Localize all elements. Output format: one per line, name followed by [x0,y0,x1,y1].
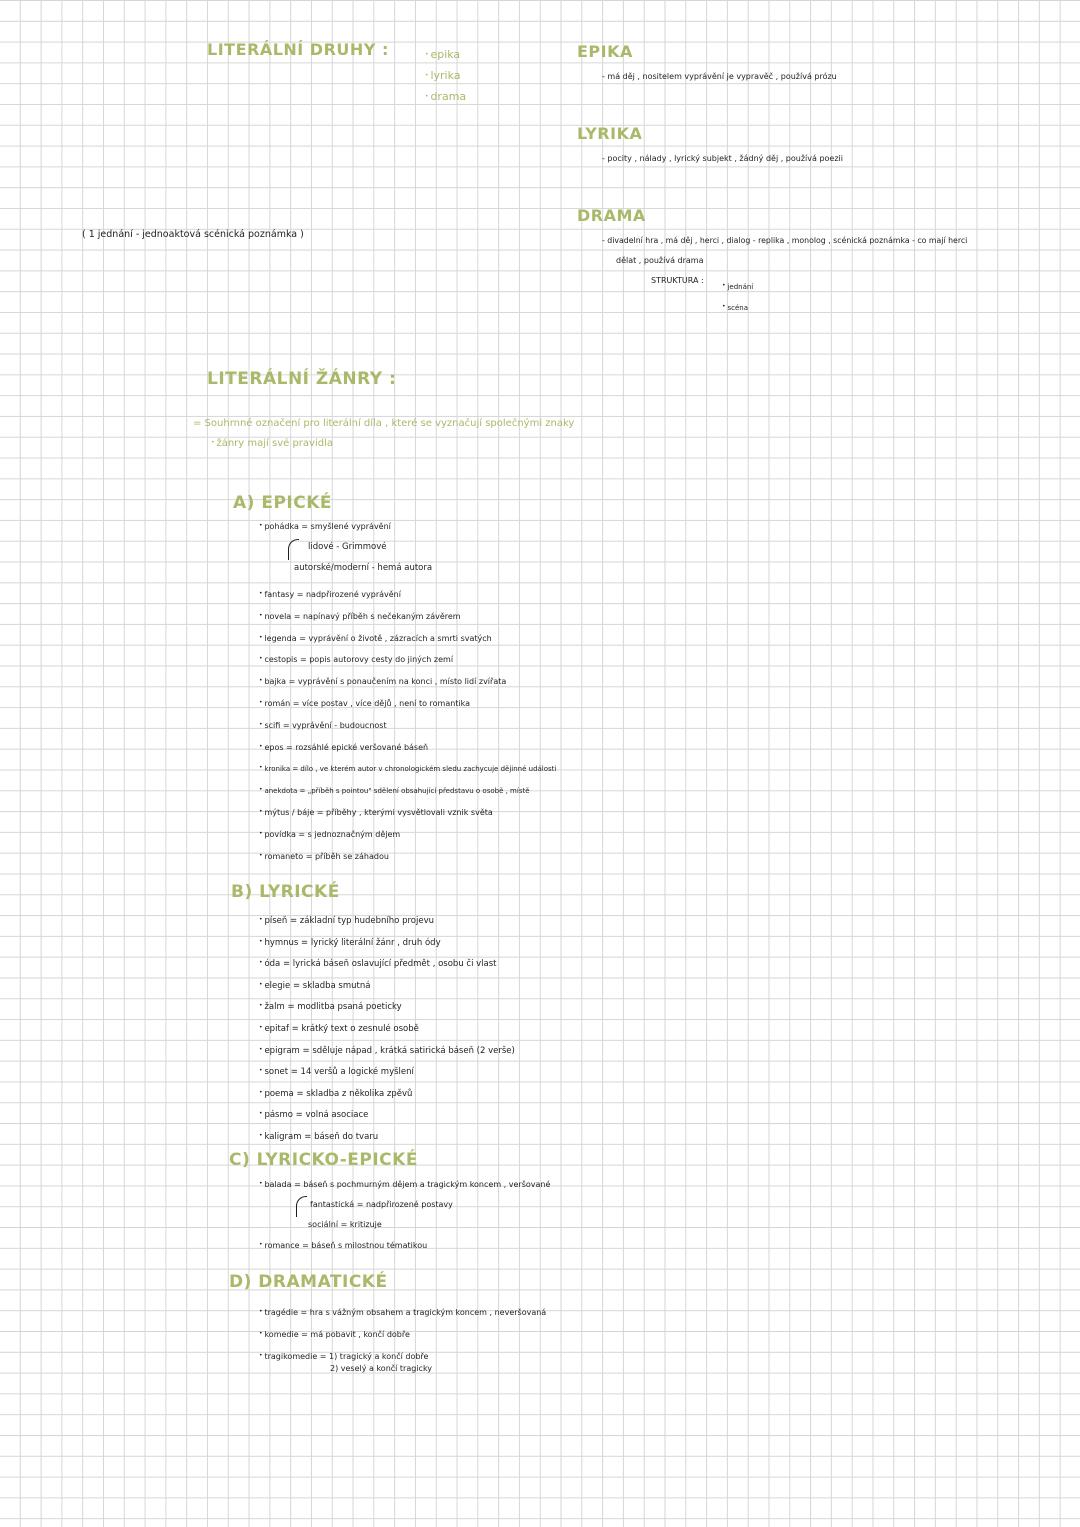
epicke-item: • scifi = vyprávění - budoucnost [259,715,556,737]
pohadka-bracket [288,539,299,560]
epicke-item: • povídka = s jednoznačným dějem [259,824,556,846]
epicke-item: • legenda = vyprávění o životě , zázracích a smrti svatých [259,628,556,650]
epicke-item: • novela = napínavý příběh s nečekaným závěrem [259,606,556,628]
dramaticke-list [259,1302,546,1367]
lyrika-text: - pocity , nálady , lyrický subjekt , žádný děj , používá poezii [602,154,843,163]
lyricke-item: • píseň = základní typ hudebního projevu [259,910,515,932]
lyricke-item: • poema = skladba z několika zpěvů [259,1083,515,1105]
zanry-rule: • žánry mají své pravidla [211,438,333,449]
lyricke-item: • sonet = 14 veršů a logické myšlení [259,1061,515,1083]
epicke-item: • anekdota = „příběh s pointou" sdělení obsahující představu o osobě , místě [259,780,556,802]
lyricke-item: • elegie = skladba smutná [259,975,515,997]
lyricke-item: • žalm = modlitba psaná poeticky [259,996,515,1018]
struktura-label: STRUKTURA : [651,276,704,285]
epika-title: EPIKA [577,42,633,61]
druhy-list [425,44,466,107]
lyrickoepicke-title: C) LYRICKO-EPICKÉ [229,1150,418,1170]
jednani-note: ( 1 jednání - jednoaktová scénická poznámka ) [82,229,304,240]
druhy-item: • lyrika [425,65,466,86]
struktura-list [722,276,753,318]
balada-item: • balada = báseň s pochmurným dějem a tragickým koncem , veršované [259,1180,550,1189]
epicke-item: • fantasy = nadpřirozené vyprávění [259,584,556,606]
pohadka-item: • pohádka = smyšlené vyprávění [259,522,391,531]
drama-line1: - divadelní hra , má děj , herci , dialog - replika , monolog , scénická poznámka - co mají herci [602,236,968,245]
epicke-item: • romaneto = příběh se záhadou [259,846,556,868]
epicke-item: • román = více postav , více dějů , není to romantika [259,693,556,715]
druhy-item: • epika [425,44,466,65]
drama-line2: dělat , používá drama [616,256,704,265]
druhy-item: • drama [425,86,466,107]
epicke-item: • bajka = vyprávění s ponaučením na konci , místo lidí zvířata [259,671,556,693]
epicke-item: • kronika = dílo , ve kterém autor v chronologickém sledu zachycuje dějinné události [259,758,556,780]
lyricke-item: • pásmo = volná asociace [259,1104,515,1126]
pohadka-sub: autorské/moderní - hemá autora [294,563,433,573]
lyricke-item: • hymnus = lyrický literální žánr , druh ódy [259,932,515,954]
romance-item: • romance = báseň s milostnou tématikou [259,1241,427,1250]
lyricke-item: • kaligram = báseň do tvaru [259,1126,515,1148]
epicke-item: • mýtus / báje = příběhy , kterými vysvětlovali vznik světa [259,802,556,824]
zanry-definition: = Souhrnné označení pro literální díla , které se vyznačují společnými znaky [193,418,575,429]
drama-title: DRAMA [577,206,646,225]
lyricke-title: B) LYRICKÉ [231,882,340,902]
tragikomedie-extra: 2) veselý a končí tragicky [330,1364,433,1373]
epicke-item: • epos = rozsáhlé epické veršované báseň [259,737,556,759]
lyricke-item: • epigram = sděluje nápad , krátká satirická báseň (2 verše) [259,1040,515,1062]
epicke-title: A) EPICKÉ [233,493,333,513]
epicke-item: • cestopis = popis autorovy cesty do jiných zemí [259,649,556,671]
pohadka-sub: lidové - Grimmové [308,542,387,552]
lyricke-item: • óda = lyrická báseň oslavující předmět , osobu či vlast [259,953,515,975]
lyricke-item: • epitaf = krátký text o zesnulé osobě [259,1018,515,1040]
dramaticke-item: • komedie = má pobavit , končí dobře [259,1324,546,1346]
druhy-title: LITERÁLNÍ DRUHY : [207,40,389,59]
dramaticke-item: • tragédie = hra s vážným obsahem a tragickým koncem , neveršovaná [259,1302,546,1324]
lyricke-list [259,910,515,1148]
zanry-title: LITERÁLNÍ ŽÁNRY : [207,369,397,389]
lyrika-title: LYRIKA [577,124,643,143]
dramaticke-item: • tragikomedie = 1) tragický a končí dobře [259,1346,546,1368]
dramaticke-title: D) DRAMATICKÉ [229,1272,388,1292]
balada-bracket [296,1196,307,1217]
struktura-item: • scéna [722,297,753,318]
struktura-item: • jednání [722,276,753,297]
balada-sub: fantastická = nadpřirozené postavy [310,1200,453,1209]
epika-text: - má děj , nositelem vyprávění je vypravěč , používá prózu [602,72,837,81]
balada-sub: sociální = kritizuje [308,1220,382,1229]
epicke-list [259,584,556,867]
